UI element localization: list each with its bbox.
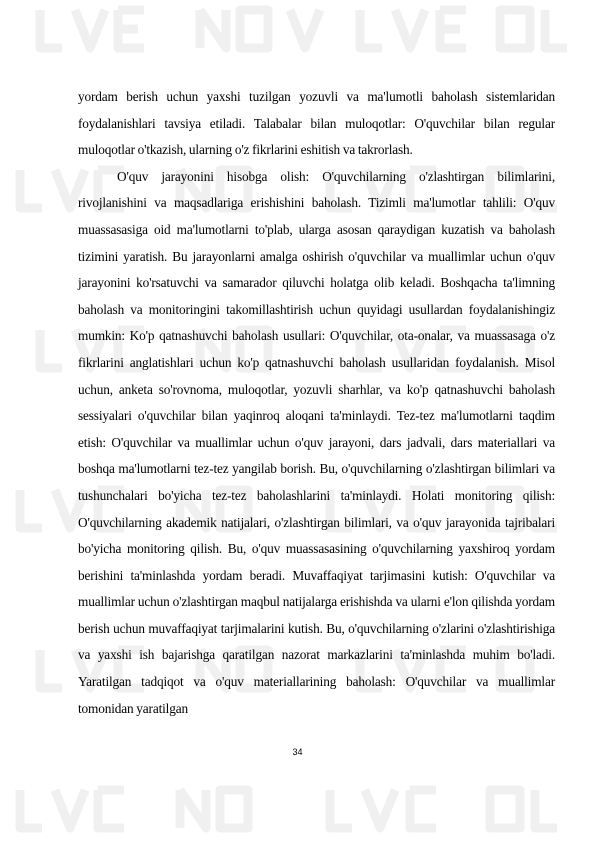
document-body [78, 84, 555, 722]
paragraph-2: O'quv jarayonini hisobga olish: O'quvchilarning o'zlashtirgan bilimlarini, rivojlanishini va maqsadlariga erishishini baholash. Tizimli ma'lumotlar tahlili: O'quv muassasasiga oid ma'lumotlarni to'plab, ularga asosan qaraydigan kuzatish va baholash tizimini yaratish. Bu jarayonlarni amalga oshirish o'quvchilar va muallimlar uchun o'quv jarayonini ko'rsatuvchi va samarador qiluvchi holatga olib keladi. Boshqacha ta'limning baholash va monitoringini takomillashtirish uchun quyidagi usullardan foydalanishingiz mumkin: Ko'p qatnashuvchi baholash usullari: O'quvchilar, ota-onalar, va muassasaga o'z fikrlarini anglatishlari uchun ko'p qatnashuvchi baholash usullaridan foydalanish. Misol uchun, anketa so'rovnoma, muloqotlar, yozuvli sharhlar, va ko'p qatnashuvchi baholash sessiyalari o'quvchilar bilan yaqinroq aloqani ta'minlaydi. Tez-tez ma'lumotlarni taqdim etish: O'quvchilar va muallimlar uchun o'quv jarayoni, dars jadvali, dars materiallari va boshqa ma'lumotlarni tez-tez yangilab borish. Bu, o'quvchilarning o'zlashtirgan bilimlari va tushunchalari bo'yicha tez-tez baholashlarini ta'minlaydi. Holati monitoring qilish: O'quvchilarning akademik natijalari, o'zlashtirgan bilimlari, va o'quv jarayonida tajribalari bo'yicha monitoring qilish. Bu, o'quv muassasasining o'quvchilarning yaxshiroq yordam berishini ta'minlashda yordam beradi. Muvaffaqiyat tarjimasini kutish: O'quvchilar va muallimlar uchun o'zlashtirgan maqbul natijalarga erishishda va ularni e'lon qilishda yordam berish uchun muvaffaqiyat tarjimalarini kutish. Bu, o'quvchilarning o'zlarini o'zlashtirishiga va yaxshi ish bajarishga qaratilgan nazorat markazlarini ta'minlashda muhim bo'ladi. Yaratilgan tadqiqot va o'quv materiallarining baholash: O'quvchilar va muallimlar tomonidan yaratilgan [78, 168, 555, 716]
page-number: 34 [292, 747, 303, 757]
paragraph-1: yordam berish uchun yaxshi tuzilgan yozuvli va ma'lumotli baholash sistemlaridan foydalanishlari tavsiya etiladi. Talabalar bilan muloqotlar: O'quvchilar bilan regular muloqotlar o'tkazish, ularning o'z fikrlarini eshitish va takrorlash. [78, 89, 555, 158]
